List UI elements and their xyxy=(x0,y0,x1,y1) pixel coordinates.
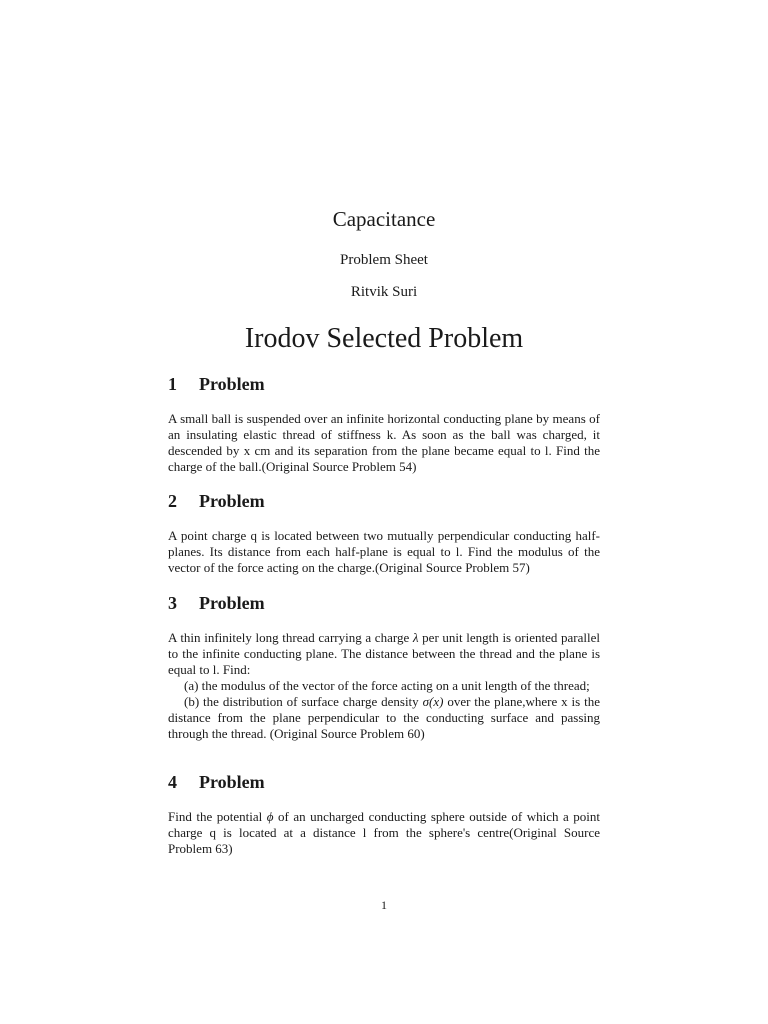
problem-section-2 xyxy=(168,489,600,576)
text-run: A thin infinitely long thread carrying a charge xyxy=(168,630,413,645)
problem-paragraph xyxy=(168,630,600,678)
problem-text xyxy=(168,630,600,742)
section-heading xyxy=(168,591,600,615)
section-title: Problem xyxy=(199,374,265,394)
problem-section-3 xyxy=(168,591,600,742)
problem-text: A small ball is suspended over an infinite horizontal conducting plane by means of an insulating elastic thread of stiffness k. As soon as the ball was charged, it descended by x cm and its separation from the plane became equal to l. Find the charge of the ball.(Original Source Problem 54) xyxy=(168,411,600,474)
document-author: Ritvik Suri xyxy=(350,284,418,300)
document-title: Capacitance xyxy=(332,207,436,231)
problem-part-b xyxy=(168,694,600,742)
text-run: over the plane,where x is the distance from the plane perpendicular to the conducting surface and passing through the thread. (Original Source Problem 60) xyxy=(168,694,600,741)
main-heading: Irodov Selected Problem xyxy=(244,323,524,354)
text-run: of an uncharged conducting sphere outside of which a point charge q is located at a distance l from the sphere's centre(Original Source Problem 63) xyxy=(168,809,600,856)
section-heading xyxy=(168,770,600,794)
problem-section-4 xyxy=(168,770,600,857)
section-heading xyxy=(168,489,600,513)
section-number: 4 xyxy=(168,772,177,792)
problem-text: A point charge q is located between two mutually perpendicular conducting half-planes. Its distance from each half-plane is equal to l. Find the modulus of the vector of the force acting on the charge.(Original Source Problem 57) xyxy=(168,528,600,575)
section-title: Problem xyxy=(199,772,265,792)
text-run: per unit length is oriented parallel to the infinite conducting plane. The distance between the thread and the plane is equal to l. Find: xyxy=(168,630,600,677)
section-title: Problem xyxy=(199,593,265,613)
section-number: 3 xyxy=(168,593,177,613)
lambda-symbol: λ xyxy=(412,630,419,645)
problem-section-1 xyxy=(168,372,600,475)
problem-part-a: (a) the modulus of the vector of the force acting on a unit length of the thread; xyxy=(184,678,590,693)
document-subtitle: Problem Sheet xyxy=(340,252,428,268)
section-number: 1 xyxy=(168,374,177,394)
sigma-symbol: σ(x) xyxy=(422,694,444,709)
section-title: Problem xyxy=(199,491,265,511)
problem-text xyxy=(168,809,600,857)
page-number: 1 xyxy=(381,898,387,912)
section-heading xyxy=(168,372,600,396)
phi-symbol: ϕ xyxy=(266,809,274,824)
section-number: 2 xyxy=(168,491,177,511)
text-run: (b) the distribution of surface charge density xyxy=(184,694,423,709)
text-run: Find the potential xyxy=(168,809,267,824)
